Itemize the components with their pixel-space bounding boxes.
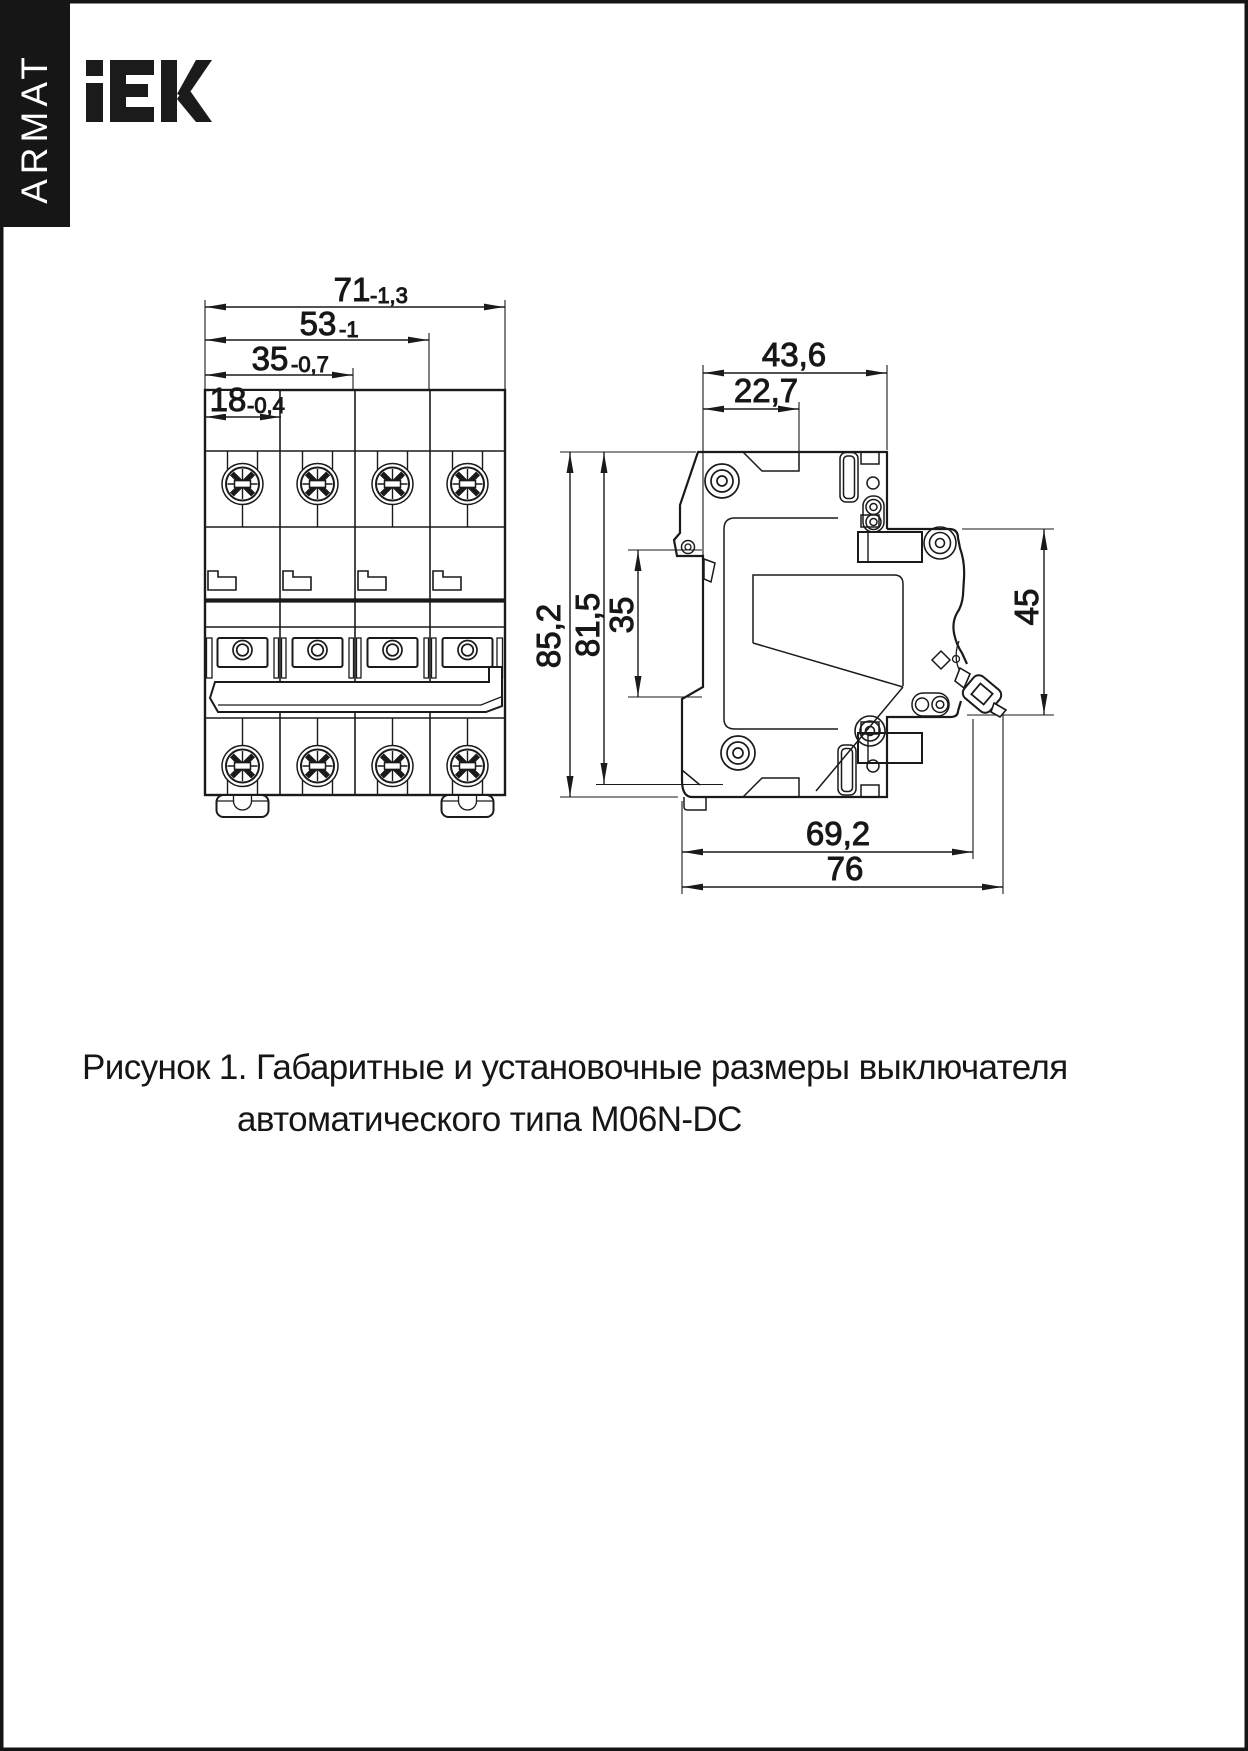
dim-tolerance: -0,7 <box>291 352 329 377</box>
dim-label-76: 76 <box>826 850 864 887</box>
side-body-outline <box>674 452 967 797</box>
dim-label-45: 45 <box>1008 588 1045 626</box>
screw-icon <box>447 746 488 787</box>
side-view-dimension-labels <box>530 336 1045 887</box>
front-view-dimension-labels <box>210 271 408 418</box>
dim-label-85-2: 85,2 <box>530 603 567 669</box>
screw-icon <box>222 746 263 787</box>
dim-label-35-side: 35 <box>603 596 640 634</box>
dim-tolerance: -1,3 <box>370 283 408 308</box>
dim-label-18: 18 <box>209 381 247 418</box>
brand-sidebar <box>0 0 70 227</box>
iek-logo-icon <box>86 60 212 122</box>
dim-tolerance: -0,4 <box>247 393 285 418</box>
page-border <box>2 2 1247 1750</box>
dim-label-81-5: 81,5 <box>569 592 606 658</box>
dim-label-35: 35 <box>251 340 289 377</box>
screw-icon <box>297 464 338 505</box>
brand-sidebar-label: ARMAT <box>14 52 55 204</box>
screw-icon <box>372 464 413 505</box>
dim-label-69-2: 69,2 <box>805 815 871 852</box>
rivet-icon <box>705 464 739 498</box>
figure-caption-line2: автоматического типа M06N-DC <box>237 1100 742 1139</box>
screw-icon <box>372 746 413 787</box>
screw-icon <box>447 464 488 505</box>
rivet-icon <box>721 736 755 770</box>
figure-caption <box>82 1042 1068 1146</box>
dim-label-53: 53 <box>299 305 337 342</box>
screw-icon <box>297 746 338 787</box>
side-view-drawing <box>530 336 1054 894</box>
dim-label-22-7: 22,7 <box>733 372 799 409</box>
front-view-drawing <box>205 271 505 817</box>
dim-tolerance: -1 <box>339 317 359 342</box>
dim-label-43-6: 43,6 <box>761 336 827 373</box>
screw-icon <box>222 464 263 505</box>
indicator-windows <box>208 571 461 590</box>
figure-caption-line1: Рисунок 1. Габаритные и установочные размеры выключателя <box>82 1048 1068 1087</box>
mounting-feet <box>217 795 494 817</box>
dim-label-71: 71 <box>333 271 371 308</box>
din-rail-claws <box>682 541 716 811</box>
